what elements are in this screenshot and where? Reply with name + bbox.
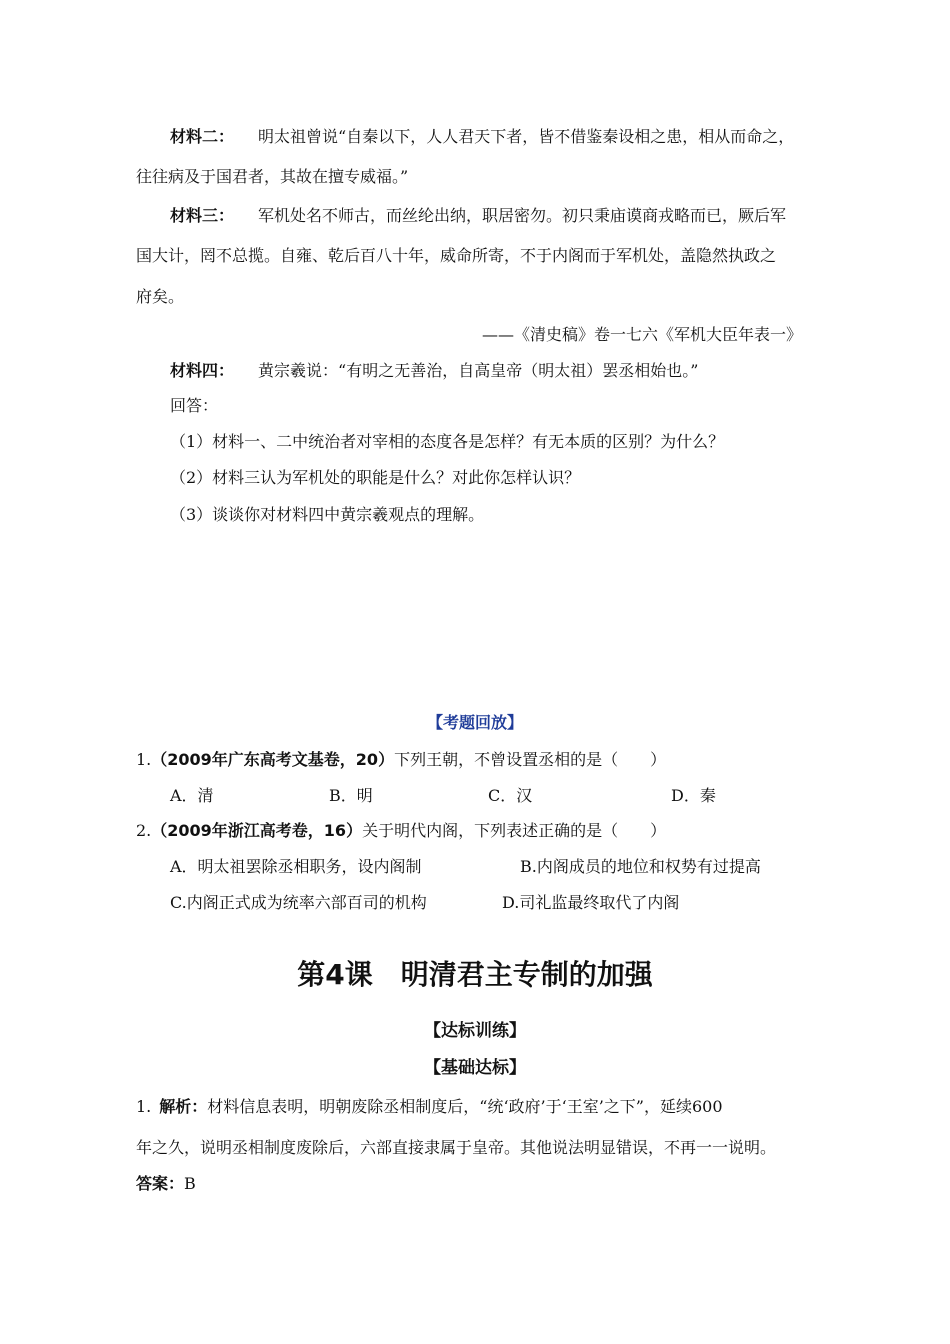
q1-stem: 1.（2009年广东高考文基卷，20）下列王朝，不曾设置丞相的是（ ） <box>136 750 667 769</box>
solution-1-line2: 年之久，说明丞相制度废除后，六部直接隶属于皇帝。其他说法明显错误，不再一一说明。 <box>136 1138 777 1157</box>
q1-option-b: B．明 <box>329 786 373 805</box>
material3-line1: 材料三： 军机处名不师古，而丝纶出纳，职居密勿。初只秉庙谟商戎略而已，厥后军 <box>170 206 787 225</box>
material2-line2: 往往病及于国君者，其故在擅专威福。” <box>136 167 409 186</box>
drill-heading: 【达标训练】 <box>424 1021 526 1041</box>
material3-source: ——《清史稿》卷一七六《军机大臣年表一》 <box>482 325 803 344</box>
material2-label: 材料二： <box>170 127 235 146</box>
q2-option-a: A．明太祖罢除丞相职务，设内阁制 <box>170 857 422 876</box>
question-3: （3）谈谈你对材料四中黄宗羲观点的理解。 <box>170 505 485 524</box>
material3-label: 材料三： <box>170 206 235 225</box>
solution-1-answer <box>136 1174 196 1194</box>
material3-line2: 国大计，罔不总揽。自雍、乾后百八十年，威命所寄，不于内阁而于军机处，盖隐然执政之 <box>136 246 777 265</box>
q1-option-c: C．汉 <box>488 786 533 805</box>
question-1: （1）材料一、二中统治者对宰相的态度各是怎样？有无本质的区别？为什么？ <box>170 432 725 451</box>
answer-prompt: 回答： <box>170 396 219 415</box>
q2-source: （2009年浙江高考卷，16） <box>151 821 363 840</box>
question-2: （2）材料三认为军机处的职能是什么？对此你怎样认识？ <box>170 468 581 487</box>
q2-option-c: C.内阁正式成为统率六部百司的机构 <box>170 893 427 912</box>
lesson-title: 第4课 明清君主专制的加强 <box>297 958 653 991</box>
answer-value: B <box>184 1174 196 1193</box>
material4-label: 材料四： <box>170 361 235 380</box>
q2-option-b: B.内阁成员的地位和权势有过提高 <box>520 857 761 876</box>
answer-label: 答案： <box>136 1174 185 1193</box>
material3-line3: 府矣。 <box>136 287 185 306</box>
q2-stem: 2.（2009年浙江高考卷，16）关于明代内阁，下列表述正确的是（ ） <box>136 821 667 840</box>
q2-option-d: D.司礼监最终取代了内阁 <box>502 893 680 912</box>
solution-1-line1: 1. 解析：材料信息表明，明朝废除丞相制度后，“统‘政府’于‘王室’之下”，延续600 <box>136 1097 723 1116</box>
q1-option-a: A．清 <box>170 786 214 805</box>
basic-heading: 【基础达标】 <box>424 1058 526 1078</box>
material2-line1: 材料二： 明太祖曾说“自秦以下，人人君天下者，皆不借鉴秦设相之患，相从而命之， <box>170 127 795 146</box>
q1-option-d: D．秦 <box>671 786 716 805</box>
material4-line: 材料四： 黄宗羲说：“有明之无善治，自高皇帝（明太祖）罢丞相始也。” <box>170 361 699 380</box>
q1-source: （2009年广东高考文基卷，20） <box>151 750 395 769</box>
solution-label: 解析： <box>159 1097 208 1116</box>
review-heading: 【考题回放】 <box>426 713 523 732</box>
